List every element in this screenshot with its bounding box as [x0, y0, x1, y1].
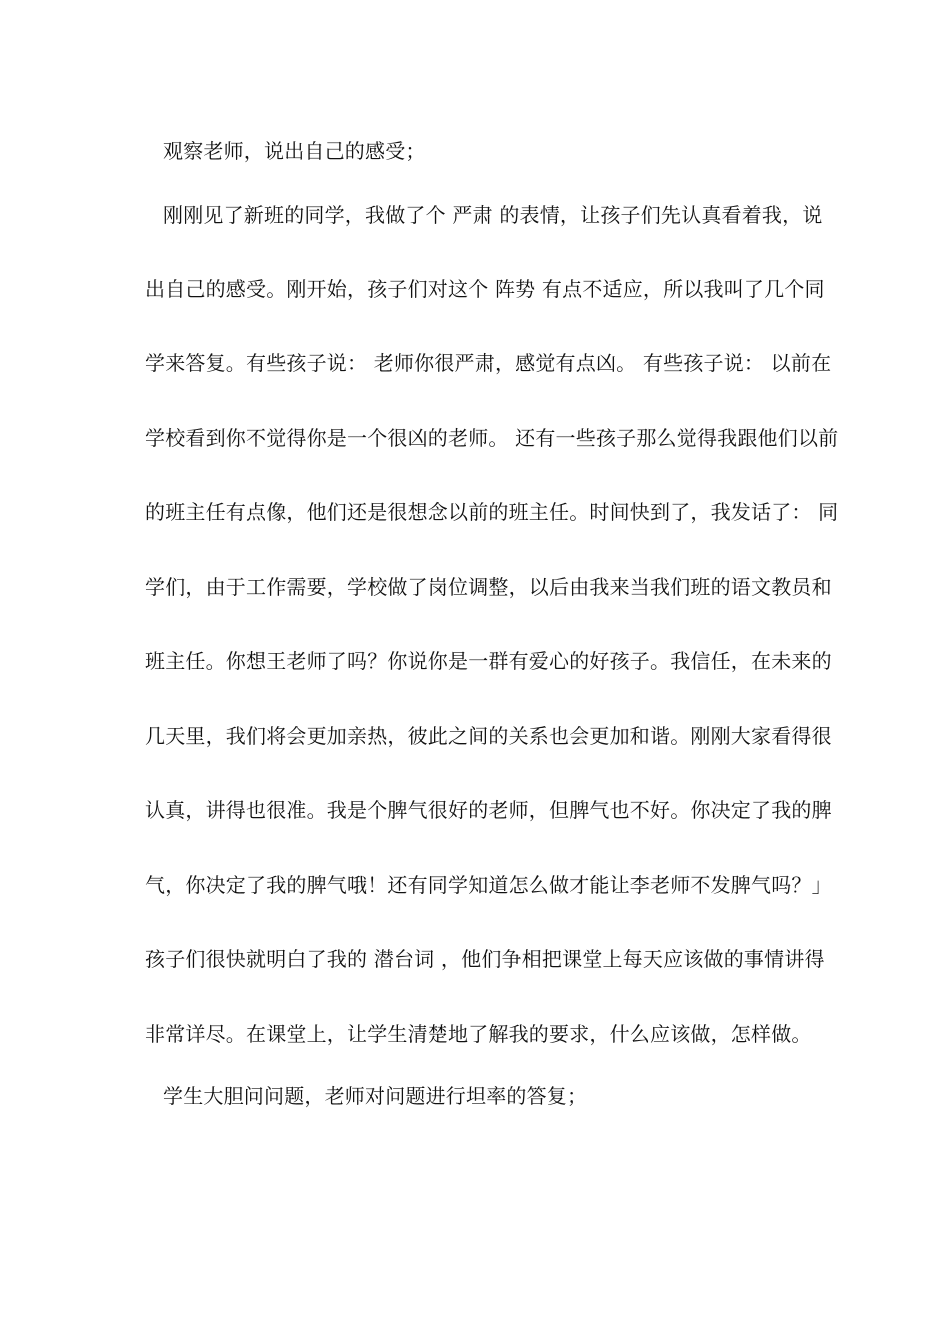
- paragraph-line: 认真，讲得也很准。我是个脾气很好的老师，但脾气也不好。你决定了我的脾: [145, 798, 832, 822]
- paragraph-line: 学来答复。有些孩子说： 老师你很严肃，感觉有点凶。 有些孩子说： 以前在: [145, 351, 832, 375]
- paragraph-line: 刚刚见了新班的同学，我做了个 严肃 的表情，让孩子们先认真看着我，说: [163, 203, 823, 227]
- paragraph-line: 非常详尽。在课堂上，让学生清楚地了解我的要求，什么应该做，怎样做。: [145, 1022, 812, 1046]
- paragraph-line: 几天里，我们将会更加亲热，彼此之间的关系也会更加和谐。刚刚大家看得很: [145, 724, 832, 748]
- paragraph-line: 孩子们很快就明白了我的 潜台词 ，他们争相把课堂上每天应该做的事情讲得: [145, 947, 825, 971]
- paragraph-line: 班主任。你想王老师了吗？你说你是一群有爱心的好孩子。我信任，在未来的: [145, 649, 832, 673]
- paragraph-line: 学们，由于工作需要，学校做了岗位调整，以后由我来当我们班的语文教员和: [145, 575, 832, 599]
- heading-students-ask: 学生大胆问问题，老师对问题进行坦率的答复；: [163, 1084, 588, 1108]
- paragraph-line: 的班主任有点像，他们还是很想念以前的班主任。时间快到了，我发话了： 同: [145, 500, 839, 524]
- paragraph-line: 出自己的感受。刚开始，孩子们对这个 阵势 有点不适应，所以我叫了几个同: [145, 277, 825, 301]
- paragraph-line: 学校看到你不觉得你是一个很凶的老师。 还有一些孩子那么觉得我跟他们以前: [145, 426, 839, 450]
- heading-observe-teacher: 观察老师，说出自己的感受；: [163, 139, 426, 163]
- paragraph-line: 气，你决定了我的脾气哦！还有同学知道怎么做才能让李老师不发脾气吗？」: [145, 873, 832, 897]
